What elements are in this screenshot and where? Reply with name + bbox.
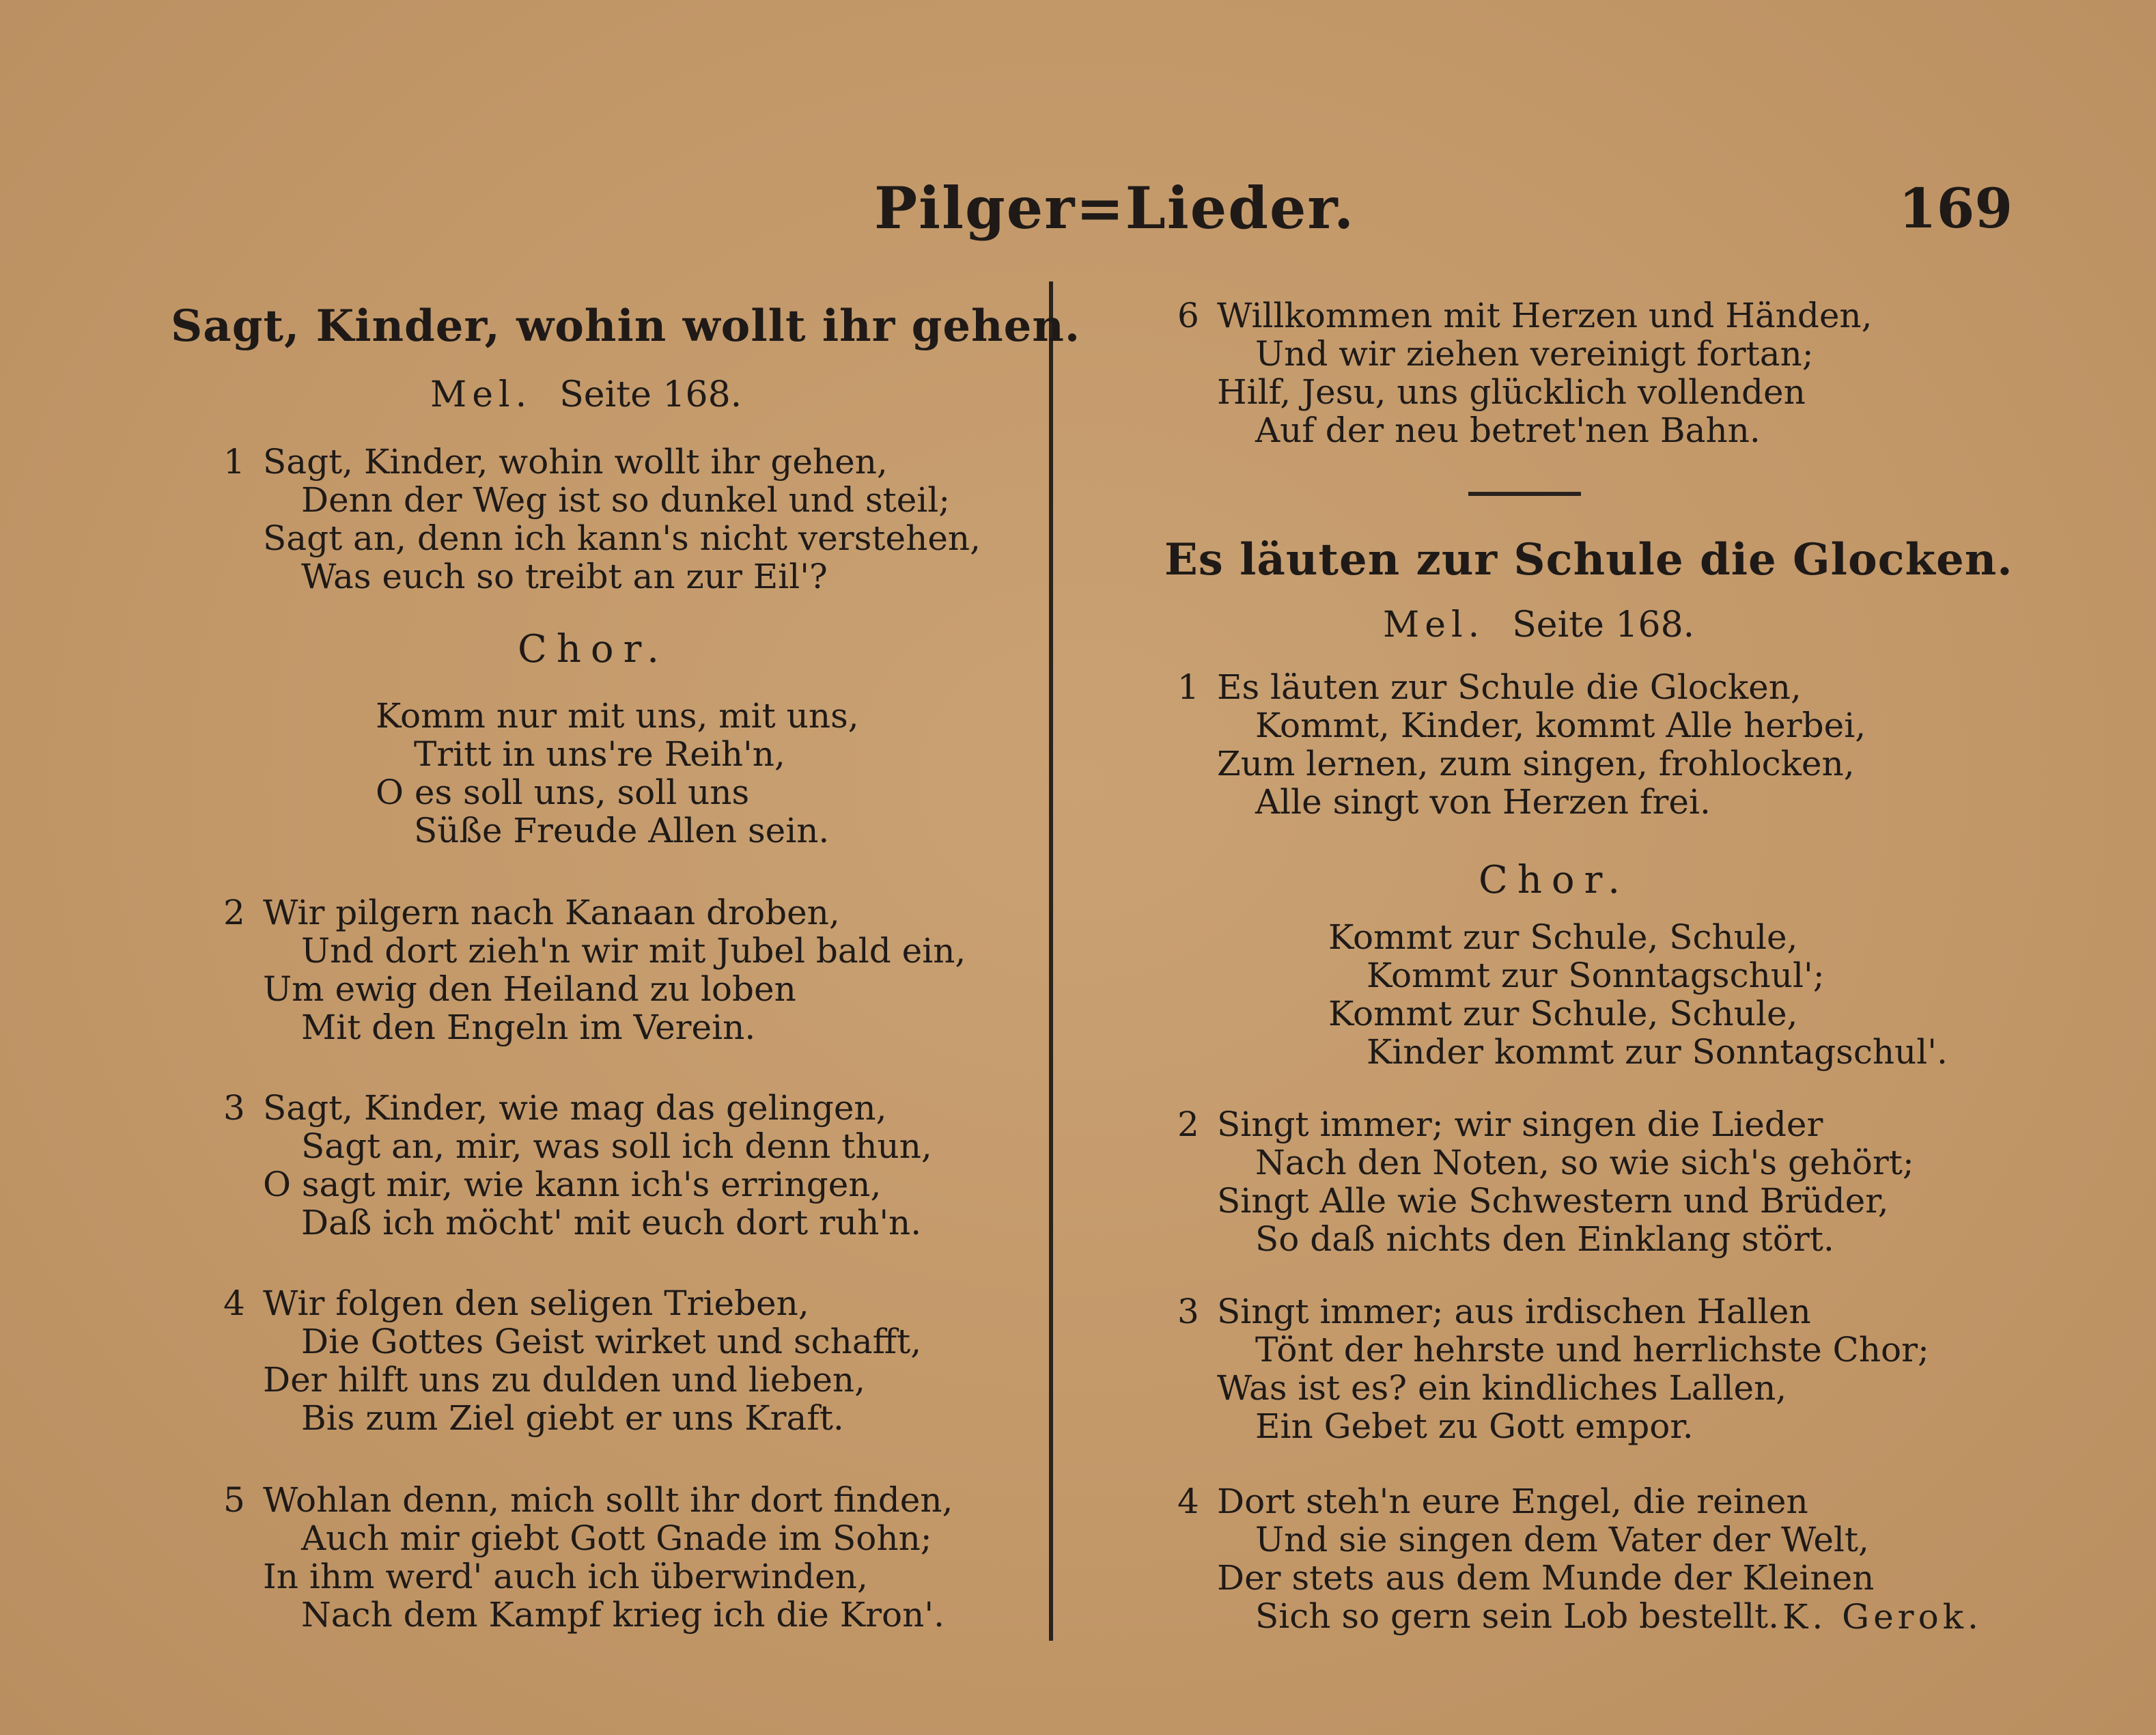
verse-line: Um ewig den Heiland zu loben bbox=[263, 969, 796, 1009]
stanza-number: 1 bbox=[223, 442, 245, 482]
stanza bbox=[1177, 1105, 1914, 1259]
verse-line: Nach den Noten, so wie sich's gehört; bbox=[1255, 1143, 1914, 1182]
verse-line: Sagt an, mir, was soll ich denn thun, bbox=[301, 1126, 932, 1166]
verse-line: Singt Alle wie Schwestern und Brüder, bbox=[1217, 1181, 1889, 1221]
stanza-number: 5 bbox=[223, 1480, 245, 1520]
stanza bbox=[1177, 1482, 1875, 1636]
verse-line: In ihm werd' auch ich überwinden, bbox=[263, 1557, 868, 1596]
mel-label: Mel. bbox=[430, 374, 533, 415]
verse-line: Und sie singen dem Vater der Welt, bbox=[1255, 1520, 1869, 1559]
stanza-number: 4 bbox=[223, 1283, 245, 1323]
stanza-number: 2 bbox=[223, 893, 245, 932]
song-title: Es läuten zur Schule die Glocken. bbox=[1164, 534, 2013, 585]
verse-line: Es läuten zur Schule die Glocken, bbox=[1217, 667, 1802, 707]
verse-line: Denn der Weg ist so dunkel und steil; bbox=[301, 480, 951, 520]
verse-line: Wohlan denn, mich sollt ihr dort finden, bbox=[263, 1480, 953, 1520]
chorus-line: Süße Freude Allen sein. bbox=[414, 811, 830, 850]
stanza bbox=[223, 1480, 953, 1635]
chorus bbox=[1328, 918, 1948, 1071]
chorus-line: Komm nur mit uns, mit uns, bbox=[376, 696, 859, 736]
author-attribution: K. Gerok. bbox=[1782, 1597, 1983, 1637]
stanza-number: 4 bbox=[1177, 1482, 1199, 1521]
verse-line: Und wir ziehen vereinigt fortan; bbox=[1255, 334, 1814, 374]
melody-reference bbox=[430, 374, 742, 415]
stanza bbox=[1177, 1292, 1929, 1446]
section-rule bbox=[1468, 492, 1581, 496]
chorus-line: Tritt in uns're Reih'n, bbox=[414, 734, 785, 774]
stanza bbox=[1177, 296, 1873, 450]
verse-line: Wir folgen den seligen Trieben, bbox=[263, 1283, 809, 1323]
chorus-line: O es soll uns, soll uns bbox=[376, 773, 750, 812]
verse-line: Auf der neu betret'nen Bahn. bbox=[1255, 411, 1761, 450]
stanza-number: 1 bbox=[1177, 667, 1199, 707]
melody-reference bbox=[1383, 605, 1694, 646]
verse-line: Ein Gebet zu Gott empor. bbox=[1255, 1406, 1694, 1446]
verse-line: Auch mir giebt Gott Gnade im Sohn; bbox=[301, 1518, 932, 1558]
verse-line: So daß nichts den Einklang stört. bbox=[1255, 1219, 1834, 1259]
chorus-line: Kommt zur Schule, Schule, bbox=[1328, 994, 1798, 1033]
stanza bbox=[223, 1283, 922, 1438]
verse-line: Der hilft uns zu dulden und lieben, bbox=[263, 1360, 866, 1400]
verse-line: Hilf, Jesu, uns glücklich vollenden bbox=[1217, 372, 1806, 412]
verse-line: Die Gottes Geist wirket und schafft, bbox=[301, 1322, 922, 1361]
verse-line: Nach dem Kampf krieg ich die Kron'. bbox=[301, 1595, 944, 1635]
page-number: 169 bbox=[1899, 176, 2013, 240]
verse-line: Willkommen mit Herzen und Händen, bbox=[1217, 296, 1873, 335]
stanza-number: 3 bbox=[223, 1088, 245, 1128]
verse-line: Alle singt von Herzen frei. bbox=[1255, 782, 1711, 822]
running-head: Pilger=Lieder. bbox=[874, 174, 1356, 242]
stanza-number: 3 bbox=[1177, 1292, 1199, 1331]
verse-line: Sagt, Kinder, wie mag das gelingen, bbox=[263, 1088, 887, 1128]
song-title: Sagt, Kinder, wohin wollt ihr gehen. bbox=[171, 301, 1081, 352]
verse-line: Was ist es? ein kindliches Lallen, bbox=[1217, 1368, 1787, 1408]
chorus-line: Kommt zur Schule, Schule, bbox=[1328, 917, 1798, 957]
mel-ref: Seite 168. bbox=[1512, 605, 1695, 646]
mel-label: Mel. bbox=[1383, 605, 1485, 646]
verse-line: Und dort zieh'n wir mit Jubel bald ein, bbox=[301, 931, 966, 971]
verse-line: Mit den Engeln im Verein. bbox=[301, 1008, 756, 1047]
verse-line: Kommt, Kinder, kommt Alle herbei, bbox=[1255, 706, 1866, 745]
verse-line: Sich so gern sein Lob bestellt. bbox=[1255, 1596, 1780, 1636]
stanza-number: 2 bbox=[1177, 1105, 1199, 1144]
chorus-line: Kommt zur Sonntagschul'; bbox=[1367, 956, 1825, 995]
verse-line: Singt immer; wir singen die Lieder bbox=[1217, 1105, 1823, 1144]
stanza bbox=[223, 442, 981, 596]
verse-line: O sagt mir, wie kann ich's erringen, bbox=[263, 1165, 882, 1204]
verse-line: Wir pilgern nach Kanaan droben, bbox=[263, 893, 840, 932]
chorus-line: Kinder kommt zur Sonntagschul'. bbox=[1367, 1032, 1948, 1072]
stanza-number: 6 bbox=[1177, 296, 1199, 335]
chorus-label: Chor. bbox=[518, 627, 669, 671]
verse-line: Dort steh'n eure Engel, die reinen bbox=[1217, 1482, 1808, 1521]
verse-line: Singt immer; aus irdischen Hallen bbox=[1217, 1292, 1811, 1331]
stanza bbox=[223, 893, 966, 1047]
verse-line: Sagt, Kinder, wohin wollt ihr gehen, bbox=[263, 442, 888, 482]
verse-line: Bis zum Ziel giebt er uns Kraft. bbox=[301, 1398, 844, 1438]
stanza bbox=[1177, 667, 1866, 822]
verse-line: Daß ich möcht' mit euch dort ruh'n. bbox=[301, 1203, 922, 1243]
verse-line: Tönt der hehrste und herrlichste Chor; bbox=[1255, 1330, 1929, 1370]
verse-line: Zum lernen, zum singen, frohlocken, bbox=[1217, 744, 1855, 783]
verse-line: Der stets aus dem Munde der Kleinen bbox=[1217, 1558, 1875, 1598]
stanza bbox=[223, 1088, 932, 1243]
column-divider bbox=[1049, 281, 1053, 1641]
mel-ref: Seite 168. bbox=[559, 374, 742, 415]
chorus-label: Chor. bbox=[1479, 858, 1630, 902]
verse-line: Was euch so treibt an zur Eil'? bbox=[301, 557, 828, 596]
verse-line: Sagt an, denn ich kann's nicht verstehen, bbox=[263, 518, 981, 558]
chorus bbox=[376, 697, 859, 850]
